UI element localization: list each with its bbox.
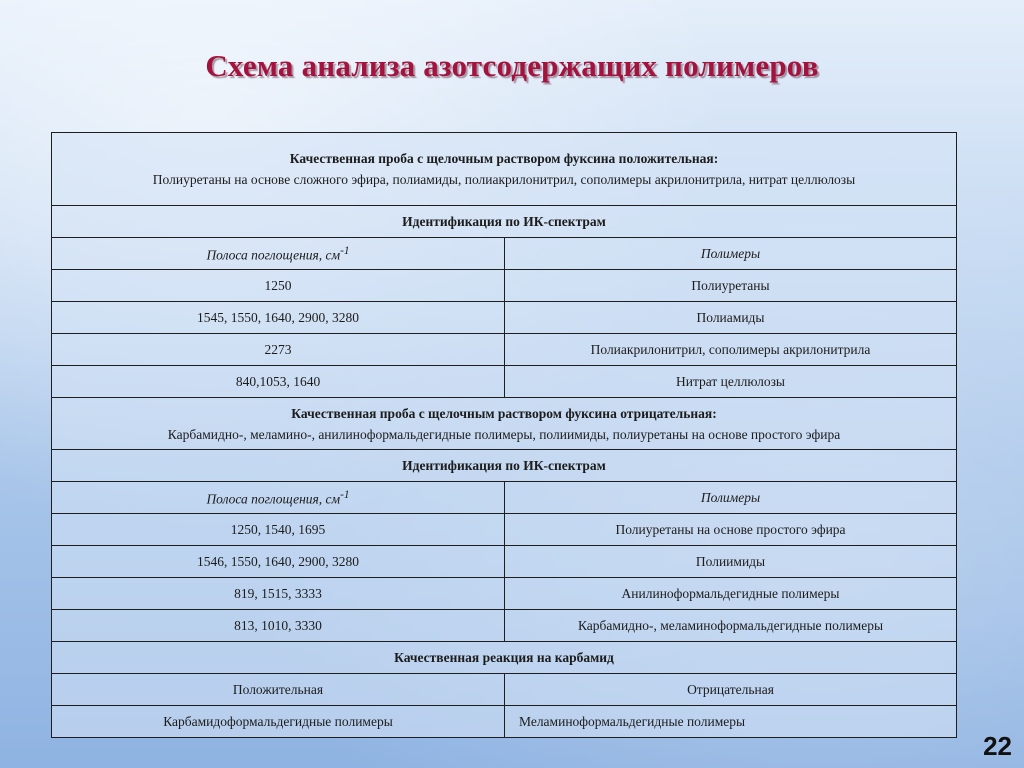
- urea-negative-result: Меламиноформальдегидные полимеры: [505, 706, 957, 738]
- slide-title: Схема анализа азотсодержащих полимеров: [205, 48, 819, 83]
- ir2-band-cell: 819, 1515, 3333: [52, 578, 505, 610]
- ir2-heading-row: [52, 450, 957, 482]
- table-row: [52, 514, 957, 546]
- ir2-polymer-cell: Карбамидно-, меламиноформальдегидные полимеры: [505, 610, 957, 642]
- urea-negative: Отрицательная: [505, 674, 957, 706]
- ir1-polymer-cell: Нитрат целлюлозы: [505, 366, 957, 398]
- ir1-band-cell: 2273: [52, 334, 505, 366]
- ir2-band-cell: 813, 1010, 3330: [52, 610, 505, 642]
- ir1-col-band-sup: -1: [340, 245, 350, 258]
- polymer-analysis-table: [51, 132, 957, 738]
- section2-heading: Качественная проба с щелочным раствором фуксина отрицательная:: [291, 405, 717, 421]
- ir1-column-header-row: [52, 238, 957, 270]
- ir2-heading: Идентификация по ИК-спектрам: [52, 450, 957, 482]
- ir1-polymer-cell: Полиакрилонитрил, сополимеры акрилонитрила: [505, 334, 957, 366]
- urea-heading: Качественная реакция на карбамид: [52, 642, 957, 674]
- section1-cell: [52, 133, 957, 206]
- ir1-band-cell: 1545, 1550, 1640, 2900, 3280: [52, 302, 505, 334]
- table-row: [52, 578, 957, 610]
- ir1-band-cell: 1250: [52, 270, 505, 302]
- table-row: [52, 334, 957, 366]
- page-number: 22: [983, 731, 1012, 761]
- table-row: [52, 546, 957, 578]
- section2-cell: [52, 398, 957, 450]
- ir1-heading: Идентификация по ИК-спектрам: [52, 206, 957, 238]
- table-row: [52, 366, 957, 398]
- urea-heading-row: [52, 642, 957, 674]
- urea-polymer-row: [52, 706, 957, 738]
- ir1-col-band-label: Полоса поглощения, см: [206, 247, 341, 263]
- ir1-col-band: [52, 238, 505, 270]
- ir1-polymer-cell: Полиамиды: [505, 302, 957, 334]
- ir2-column-header-row: [52, 482, 957, 514]
- urea-positive: Положительная: [52, 674, 505, 706]
- section1-heading: Качественная проба с щелочным раствором фуксина положительная:: [289, 151, 719, 166]
- section1-row: [52, 133, 957, 206]
- urea-result-row: [52, 674, 957, 706]
- ir2-col-band-sup: -1: [340, 489, 350, 502]
- section2-body: Карбамидно-, меламино-, анилиноформальдегидные полимеры, полиимиды, полиуретаны на основе простого эфира: [167, 426, 841, 442]
- section2-row: [52, 398, 957, 450]
- ir2-col-band-label: Полоса поглощения, см: [206, 491, 341, 507]
- section1-body: Полиуретаны на основе сложного эфира, полиамиды, полиакрилонитрил, сополимеры акрилонитрила, нитрат целлюлозы: [152, 172, 856, 187]
- table-row: [52, 270, 957, 302]
- ir2-polymer-cell: Полиимиды: [505, 546, 957, 578]
- ir1-band-cell: 840,1053, 1640: [52, 366, 505, 398]
- ir2-polymer-cell: Полиуретаны на основе простого эфира: [505, 514, 957, 546]
- ir1-polymer-cell: Полиуретаны: [505, 270, 957, 302]
- urea-positive-result: Карбамидоформальдегидные полимеры: [52, 706, 505, 738]
- ir1-col-polymers: Полимеры: [505, 238, 957, 270]
- ir2-polymer-cell: Анилиноформальдегидные полимеры: [505, 578, 957, 610]
- table-row: [52, 610, 957, 642]
- ir2-band-cell: 1546, 1550, 1640, 2900, 3280: [52, 546, 505, 578]
- ir2-col-polymers: Полимеры: [505, 482, 957, 514]
- table-row: [52, 302, 957, 334]
- ir2-band-cell: 1250, 1540, 1695: [52, 514, 505, 546]
- ir1-heading-row: [52, 206, 957, 238]
- ir2-col-band: [52, 482, 505, 514]
